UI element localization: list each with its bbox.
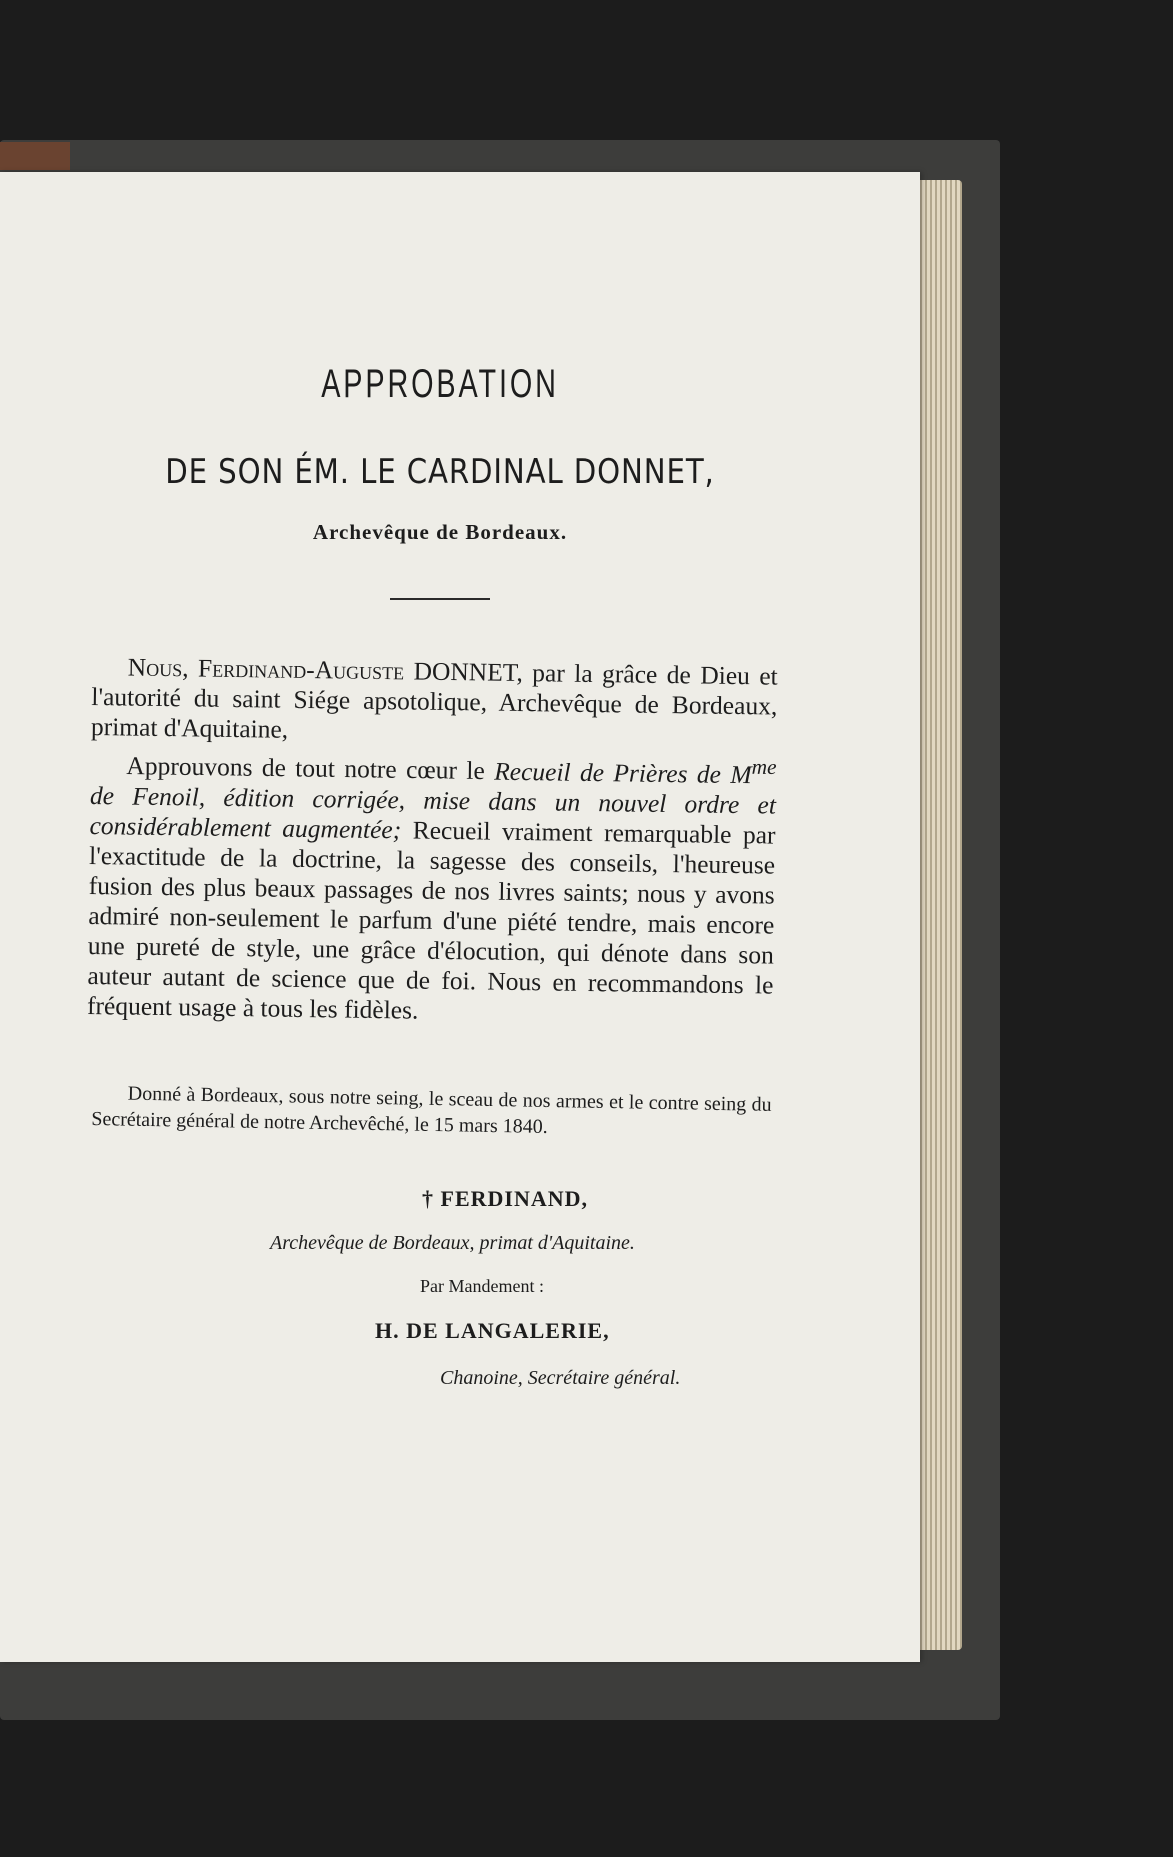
paragraph-1-rest: DONNET, par la grâce de Dieu et l'autorité du saint Siége apsotolique, Archevêque de Bordeaux, primat d'Aquitaine, — [90, 656, 778, 744]
divider-rule — [390, 598, 490, 600]
page-subtitle: DE SON ÉM. LE CARDINAL DONNET, — [165, 452, 715, 492]
signature-secretary-role: Chanoine, Secrétaire général. — [440, 1367, 681, 1389]
book-title-sup: me — [751, 754, 777, 779]
book-title-b: de Fenoil, édition corrigée, mise dans un nouvel ordre et considérablement augmentée; — [89, 780, 777, 844]
signature-cardinal: † FERDINAND, — [422, 1186, 588, 1211]
signature-secretary: H. DE LANGALERIE, — [375, 1318, 610, 1343]
cover-corner — [0, 142, 70, 170]
signature-cardinal-role: Archevêque de Bordeaux, primat d'Aquitaine. — [270, 1232, 635, 1254]
paragraph-1: Nous, Ferdinand-Auguste DONNET, par la grâce de Dieu et l'autorité du saint Siége apsotolique, Archevêque de Bordeaux, primat d'Aquitaine, — [90, 652, 778, 744]
approbation-text — [87, 652, 778, 1030]
mandate-label: Par Mandement : — [420, 1276, 544, 1296]
book-title-a: Recueil de Prières de M — [493, 756, 752, 789]
book-page — [0, 172, 920, 1662]
paragraph-2 — [87, 742, 777, 1030]
paragraph-2-rest: Recueil vraiment remarquable par l'exactitude de la doctrine, la sagesse des conseils, l'heureuse fusion des plus beaux passages de nos livres saints; nous y avons admiré non-seulement le parfum d'une piété tendre, mais encore une pureté de style, une grâce d'élocution, qui dénote dans son auteur autant de science que de foi. Nous en recommandons le fréquent usage à tous les fidèles. — [86, 814, 776, 1025]
page-title: APPROBATION — [321, 362, 559, 406]
bishop-name: Ferdinand-Auguste — [197, 653, 405, 686]
paragraph-2-start: Approuvons de tout notre cœur le — [126, 750, 486, 785]
nous-word: Nous — [127, 652, 183, 683]
page-subsubtitle: Archevêque de Bordeaux. — [312, 520, 568, 544]
given-at-bordeaux: Donné à Bordeaux, sous notre seing, le sceau de nos armes et le contre seing du Secrétaire général de notre Archevêché, le 15 mars 1840. — [91, 1082, 772, 1138]
